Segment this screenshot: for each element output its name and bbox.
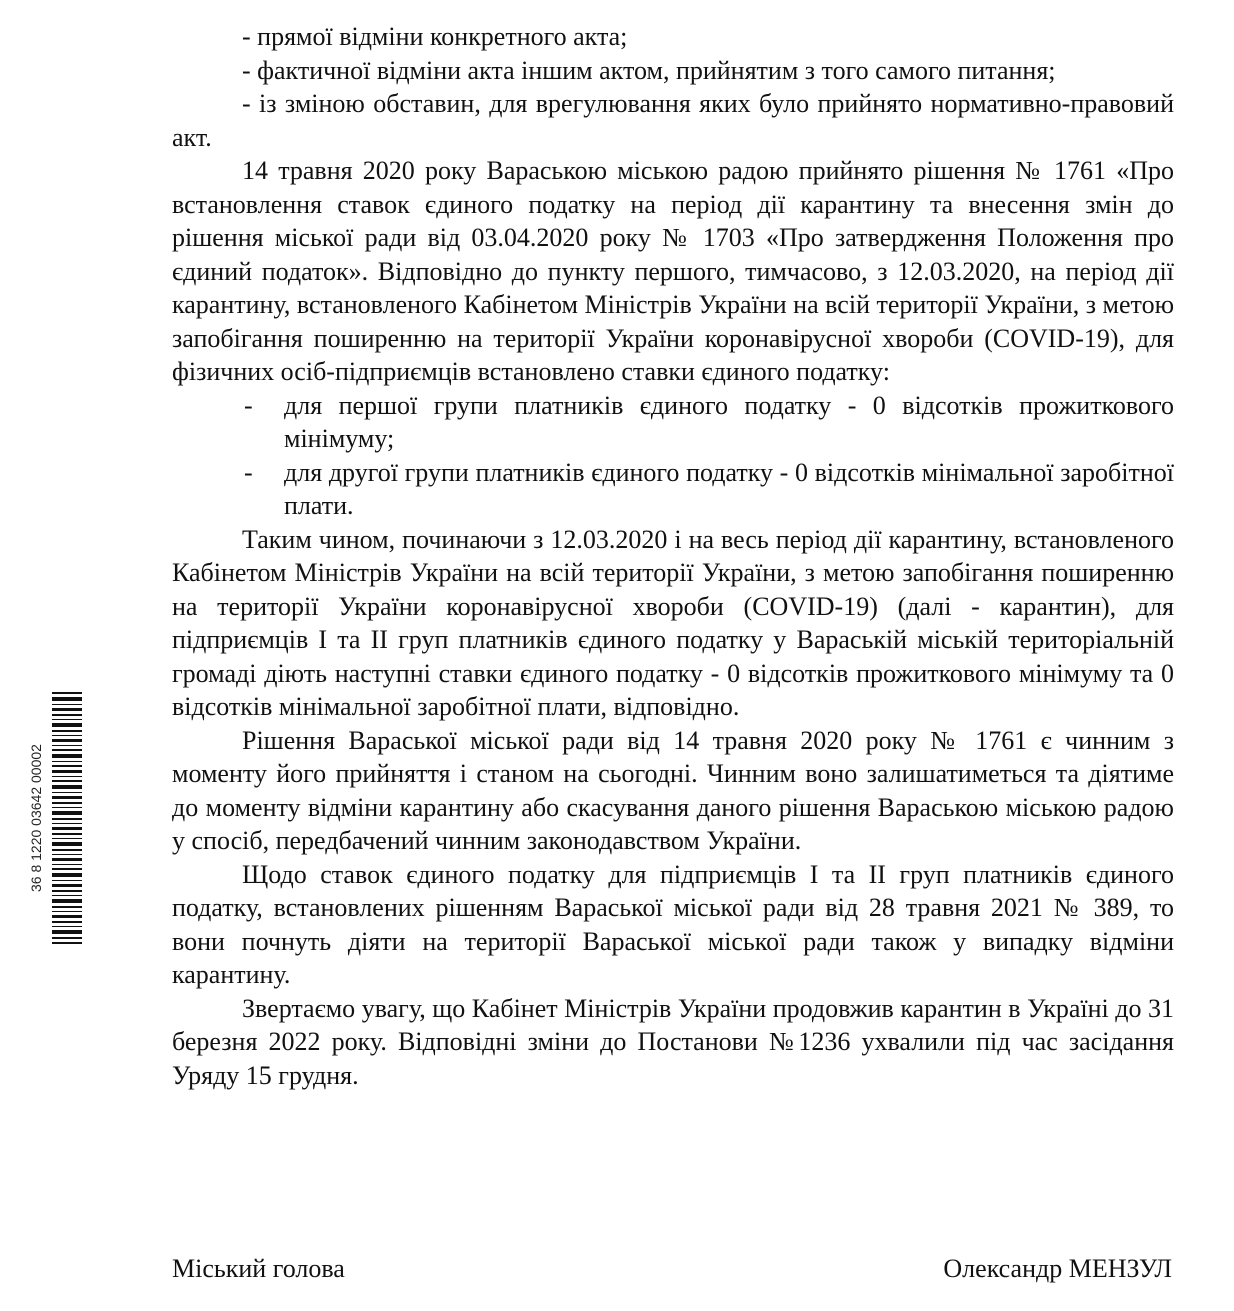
list-bullet: - [244,390,253,420]
clause-item-3: - із зміною обставин, для врегулювання яких було прийнято нормативно-правовий акт. [172,89,1174,152]
document-body [172,20,1174,1092]
list-item-text: для другої групи платників єдиного податку - 0 відсотків мінімальної заробітної плати. [284,457,1174,520]
signatory-name: Олександр МЕНЗУЛ [943,1254,1172,1283]
clause-item-2: - фактичної відміни акта іншим актом, прийнятим з того самого питання; [242,55,1056,85]
paragraph-quarantine-extended: Звертаємо увагу, що Кабінет Міністрів України продовжив карантин в Україні до 31 березня 2022 року. Відповідні зміни до Постанови №1236 ухвалили під час засідання Уряду 15 грудня. [172,993,1174,1090]
list-item [172,456,1174,523]
clause-item-1: - прямої відміни конкретного акта; [242,22,628,51]
paragraph-decision-389: Щодо ставок єдиного податку для підприємців І та ІІ груп платників єдиного податку, встановлених рішенням Вараської міської ради від 28 травня 2021 № 389, то вони почнуть діяти на території Вараської міської ради також у випадку відміни карантину. [172,859,1174,989]
paragraph-decision-valid: Рішення Вараської міської ради від 14 травня 2020 року № 1761 є чинним з моменту його прийняття і станом на сьогодні. Чинним воно залишатиметься та діятиме до моменту відміни карантину або скасування даного рішення Вараською міською радою у спосіб, передбачений чинним законодавством України. [172,725,1174,855]
barcode-number: 36 8 1220 03642 00002 [28,744,44,892]
paragraph-rates-effective: Таким чином, починаючи з 12.03.2020 і на весь період дії карантину, встановленого Кабінетом Міністрів України на всій території України, з метою запобігання поширенню на території України коронавірусної хвороби (COVID-19) (далі - карантин), для підприємців І та ІІ груп платників єдиного податку у Вараській міській територіальній громаді діють наступні ставки єдиного податку - 0 відсотків прожиткового мінімуму та 0 відсотків мінімальної заробітної плати, відповідно. [172,524,1174,721]
paragraph-decision-1761: 14 травня 2020 року Вараською міською радою прийнято рішення № 1761 «Про встановлення ставок єдиного податку на період дії карантину та внесення змін до рішення міської ради від 03.04.2020 року № 1703 «Про затвердження Положення про єдиний податок». Відповідно до пункту першого, тимчасово, з 12.03.2020, на період дії карантину, встановленого Кабінетом Міністрів України на всій території України, з метою запобігання поширенню на території України коронавірусної хвороби (COVID-19), для фізичних осіб-підприємців встановлено ставки єдиного податку: [172,156,1174,386]
list-bullet: - [244,457,253,487]
barcode-icon [30,692,90,944]
signatory-position: Міський голова [172,1254,345,1283]
list-item-text: для першої групи платників єдиного податку - 0 відсотків прожиткового мінімуму; [284,390,1174,453]
tax-rate-list [172,389,1174,523]
list-item [172,389,1174,456]
